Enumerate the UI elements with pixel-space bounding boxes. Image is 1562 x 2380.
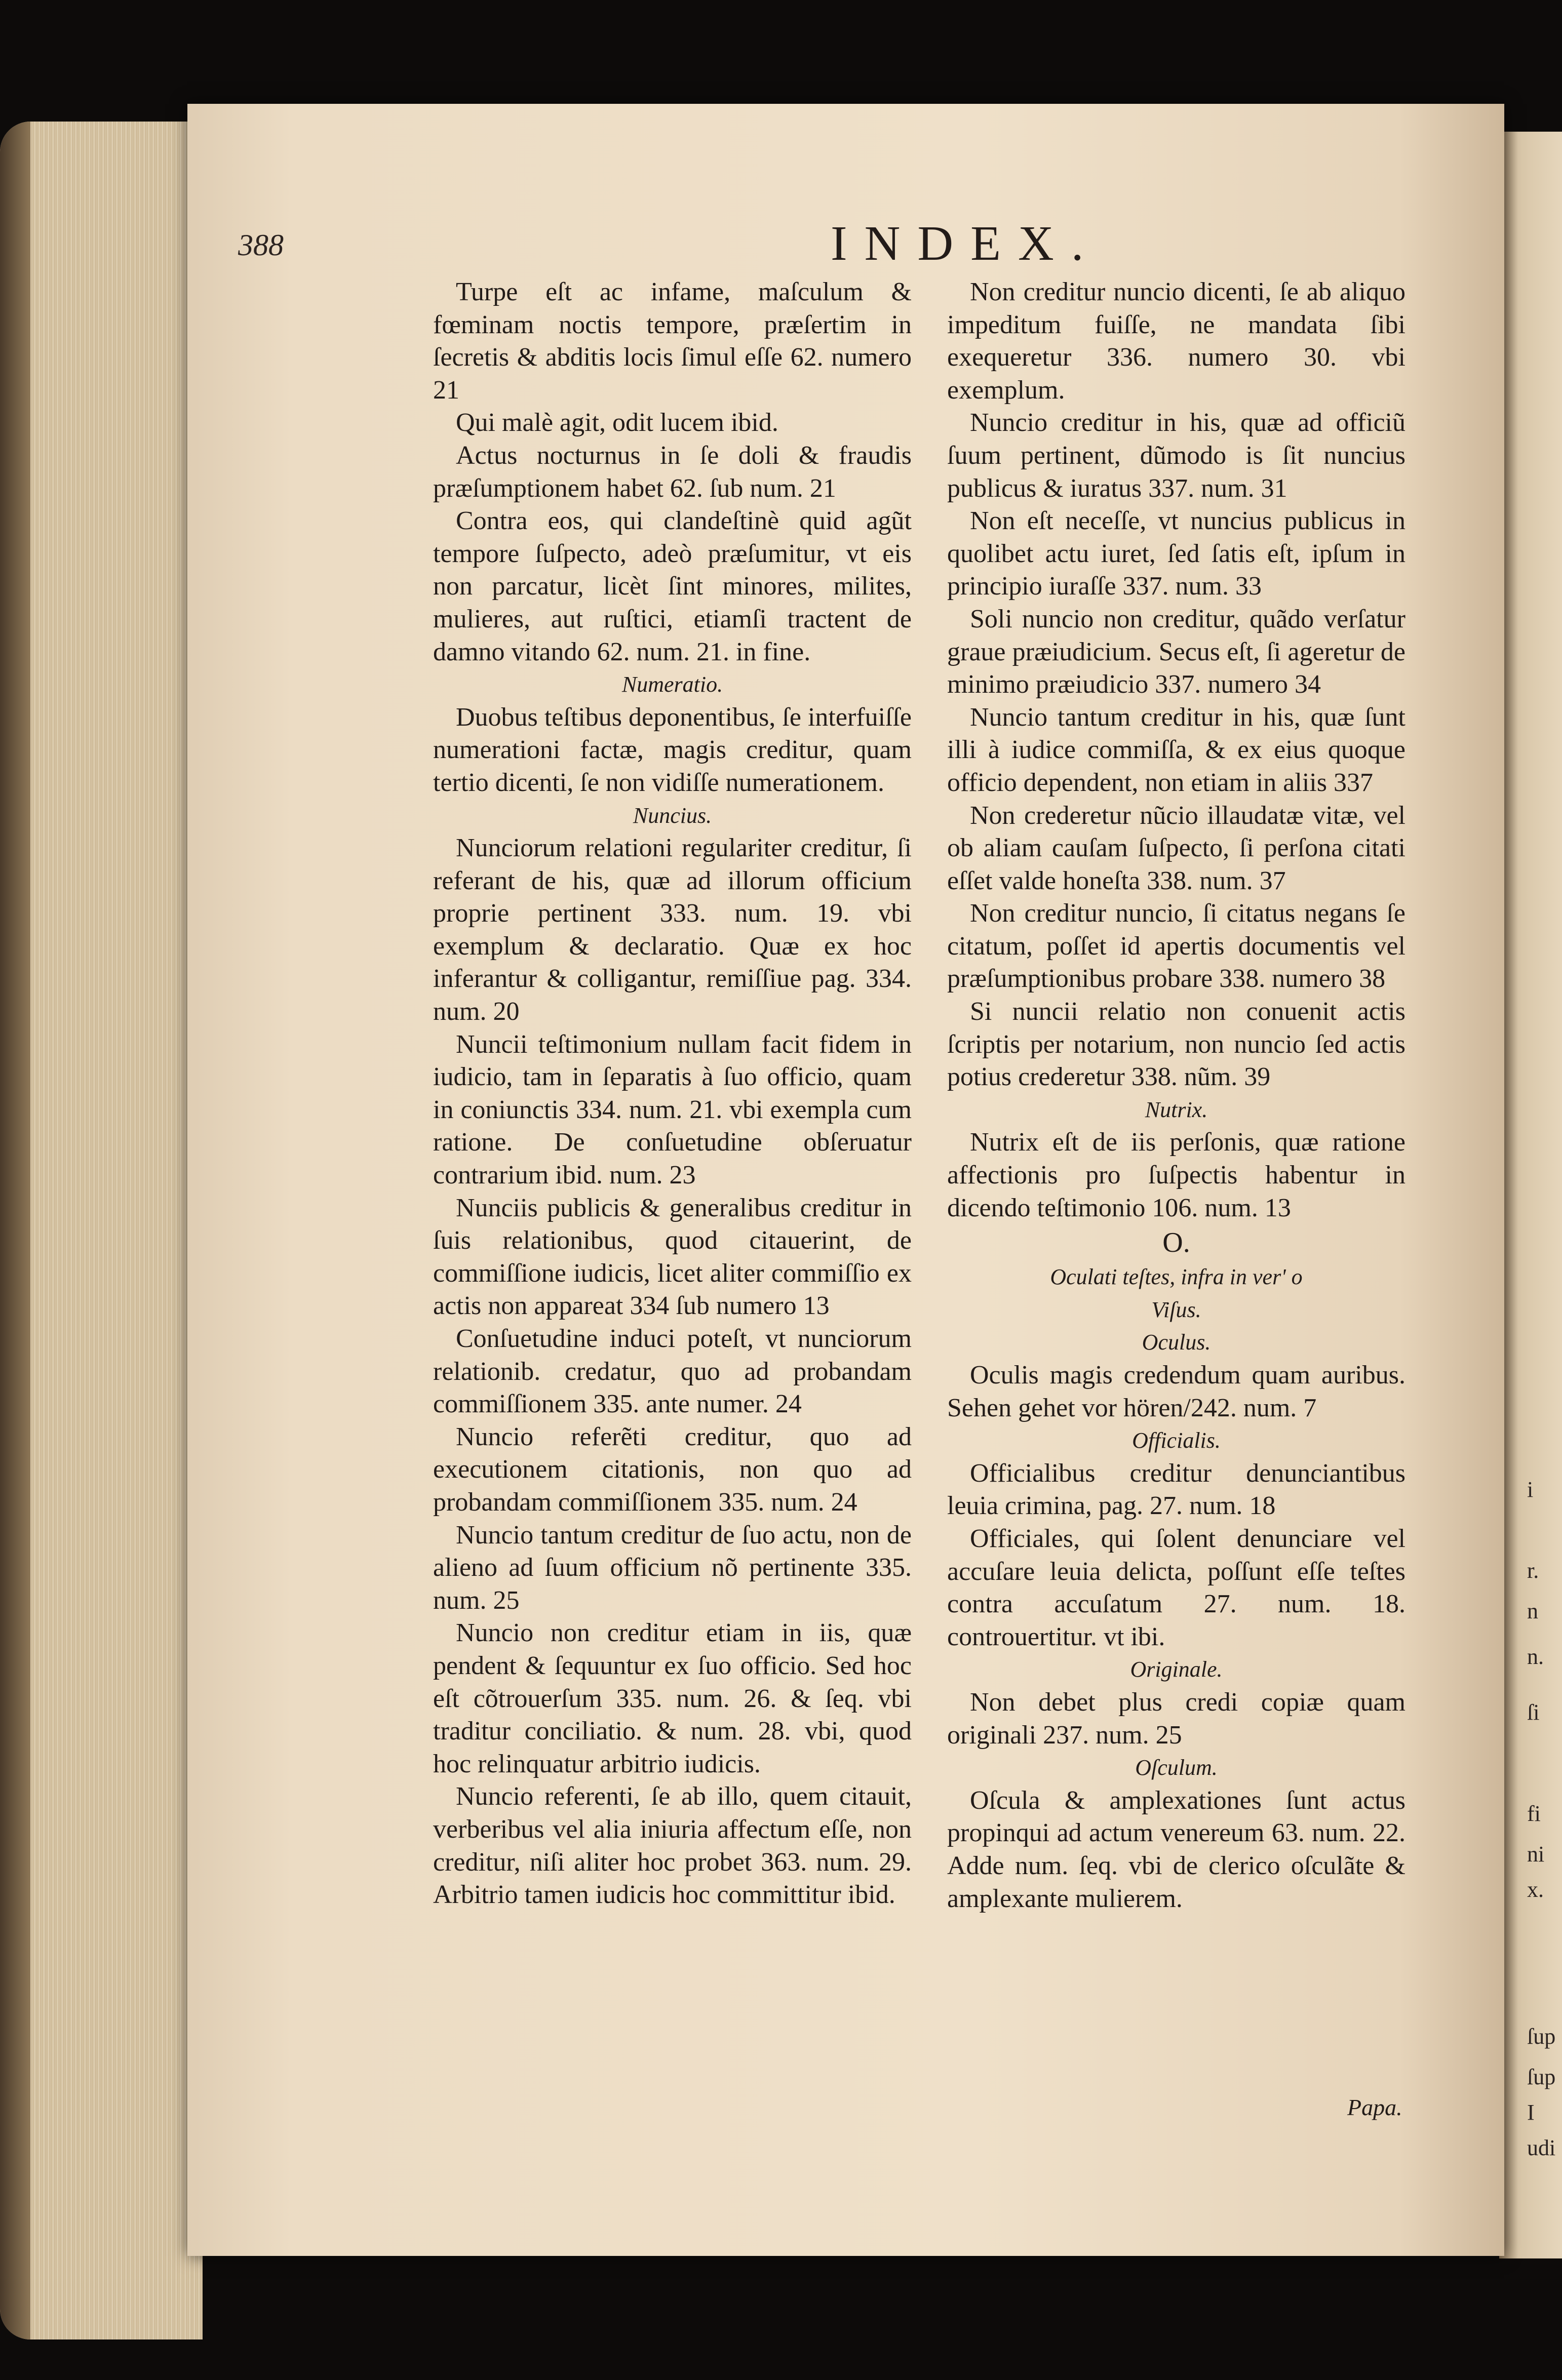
index-entry: Soli nuncio non creditur, quãdo verſatur graue præiudicium. Secus eſt, ſi ageretur de minimo præiudicio 337. numero 34 (947, 604, 1405, 699)
facing-page-fragment: n (1527, 1599, 1538, 1623)
book-spine-shadow (0, 122, 30, 2339)
index-entry: Nunciis publicis & generalibus creditur in ſuis relationibus, quod citauerint, de commiſſione iudicis, licet aliter commiſſio ex actis non appareat 334 ſub numero 13 (433, 1193, 912, 1321)
index-entry: Nuncio non creditur etiam in iis, quæ pendent & ſequuntur ex ſuo officio. Sed hoc eſt cõtrouerſum 335. num. 26. & ſeq. vbi traditur conciliatio. & num. 28. vbi, quod hoc relinquatur arbitrio iudicis. (433, 1618, 912, 1778)
right-column (947, 276, 1405, 1915)
index-entry: Duobus teſtibus deponentibus, ſe interfuiſſe numerationi factæ, magis creditur, quam tertio dicenti, ſe non vidiſſe numerationem. (433, 702, 912, 797)
index-heading: Oculati teſtes, infra in ver' o (1050, 1264, 1303, 1290)
facing-page-fragment: I (1527, 2100, 1535, 2125)
index-heading: Nuncius. (633, 803, 712, 828)
index-heading: Oſculum. (1135, 1755, 1218, 1780)
index-entry: Nuncio tantum creditur in his, quæ ſunt illi à iudice commiſſa, & ex eius quoque officio dependent, non etiam in aliis 337 (947, 702, 1405, 797)
index-entry: Oſcula & amplexationes ſunt actus propinqui ad actum venereum 63. num. 22. Adde num. ſeq. vbi de clerico oſculãte & amplexante mulierem. (947, 1786, 1405, 1913)
index-entry: Oculis magis credendum quam auribus. Sehen gehet vor hören/242. num. 7 (947, 1361, 1405, 1422)
index-entry: Non crederetur nũcio illaudatæ vitæ, vel ob aliam cauſam ſuſpecto, ſi perſona citati eſſet valde honeſta 338. num. 37 (947, 801, 1405, 895)
index-entry: Qui malè agit, odit lucem ibid. (456, 408, 778, 438)
facing-page-fragment: n. (1527, 1644, 1544, 1669)
index-entry: Non debet plus credi copiæ quam originali 237. num. 25 (947, 1687, 1405, 1750)
facing-page-fragment: ſup (1527, 2024, 1556, 2049)
index-entry: Non creditur nuncio, ſi citatus negans ſe citatum, poſſet id apertis documentis vel præſumptionibus probare 338. numero 38 (947, 899, 1405, 994)
index-heading: Viſus. (1151, 1297, 1201, 1322)
facing-page-fragment: ſi (1527, 1700, 1540, 1725)
catchword: Papa. (1347, 2094, 1402, 2120)
index-heading: Originale. (1130, 1657, 1223, 1682)
index-entry: Officialibus creditur denunciantibus leuia crimina, pag. 27. num. 18 (947, 1458, 1405, 1521)
index-heading: Officialis. (1132, 1428, 1221, 1453)
index-heading: Nutrix. (1145, 1097, 1208, 1122)
index-entry: Nuncio referenti, ſe ab illo, quem citauit, verberibus vel alia iniuria affectum eſſe, non creditur, niſi aliter hoc probet 363. num. 29. Arbitrio tamen iudicis hoc committitur ibid. (433, 1782, 912, 1910)
index-entry: Nunciorum relationi regulariter creditur, ſi referant de his, quæ ad illorum officium proprie pertinent 333. num. 19. vbi exemplum & declaratio. Quæ ex hoc inferantur & colligantur, remiſſiue pag. 334. num. 20 (433, 834, 912, 1026)
index-entry: Turpe eſt ac infame, maſculum & fœminam noctis tempore, præſertim in ſecretis & abditis locis ſimul eſſe 62. numero 21 (433, 277, 912, 405)
facing-page-fragment: ni (1527, 1842, 1545, 1867)
index-entry: Nutrix eſt de iis perſonis, quæ ratione affectionis pro ſuſpectis habentur in dicendo teſtimonio 106. num. 13 (947, 1128, 1405, 1222)
index-entry: Non creditur nuncio dicenti, ſe ab aliquo impeditum fuiſſe, ne mandata ſibi exequeretur 336. numero 30. vbi exemplum. (947, 277, 1405, 405)
index-entry: Nuncio tantum creditur de ſuo actu, non de alieno ad ſuum officium nõ pertinente 335. num. 25 (433, 1520, 912, 1615)
page-number: 388 (238, 228, 284, 262)
index-entry: Non eſt neceſſe, vt nuncius publicus in quolibet actu iuret, ſed ſatis eſt, ipſum in principio iuraſſe 337. num. 33 (947, 506, 1405, 601)
facing-page-fragment: fi (1527, 1801, 1541, 1826)
index-entry: Nuncio referẽti creditur, quo ad executionem citationis, non quo ad probandam commiſſionem 335. num. 24 (433, 1422, 912, 1517)
index-entry: Contra eos, qui clandeſtinè quid agũt tempore ſuſpecto, adeò præſumitur, vt eis non parcatur, licèt ſint minores, milites, mulieres, aut ruſtici, etiamſi tractent de damno vitando 62. num. 21. in fine. (433, 506, 912, 666)
page-title: INDEX. (831, 216, 1101, 271)
left-column (433, 276, 912, 1912)
index-entry: Officiales, qui ſolent denunciare vel accuſare leuia delicta, poſſunt eſſe teſtes contra accuſatum 27. num. 18. controuertitur. vt ibi. (947, 1524, 1405, 1651)
book-page-edges (0, 122, 203, 2339)
facing-page-edge (1499, 132, 1562, 2258)
facing-page-fragment: udi (1527, 2135, 1556, 2160)
facing-page-fragment: i (1527, 1477, 1534, 1502)
section-letter: O. (1162, 1227, 1190, 1259)
index-heading: Numeratio. (621, 672, 723, 697)
facing-page-fragment: r. (1527, 1558, 1539, 1583)
index-entry: Conſuetudine induci poteſt, vt nunciorum relationib. credatur, quo ad probandam commiſſionem 335. ante numer. 24 (433, 1324, 912, 1419)
index-entry: Nuncii teſtimonium nullam facit fidem in iudicio, tam in ſeparatis à ſuo officio, quam in coniunctis 334. num. 21. vbi exempla cum ratione. De conſuetudine obſeruatur contrarium ibid. num. 23 (433, 1029, 912, 1190)
facing-page-fragment: x. (1527, 1877, 1544, 1902)
index-heading: Oculus. (1142, 1330, 1211, 1355)
index-entry: Actus nocturnus in ſe doli & fraudis præſumptionem habet 62. ſub num. 21 (433, 441, 912, 503)
facing-page-fragment: ſup (1527, 2065, 1556, 2089)
index-entry: Si nuncii relatio non conuenit actis ſcriptis per notarium, non nuncio ſed actis potius crederetur 338. nũm. 39 (947, 997, 1405, 1092)
index-entry: Nuncio creditur in his, quæ ad officiũ ſuum pertinent, dũmodo is ſit nuncius publicus & iuratus 337. num. 31 (947, 408, 1405, 503)
